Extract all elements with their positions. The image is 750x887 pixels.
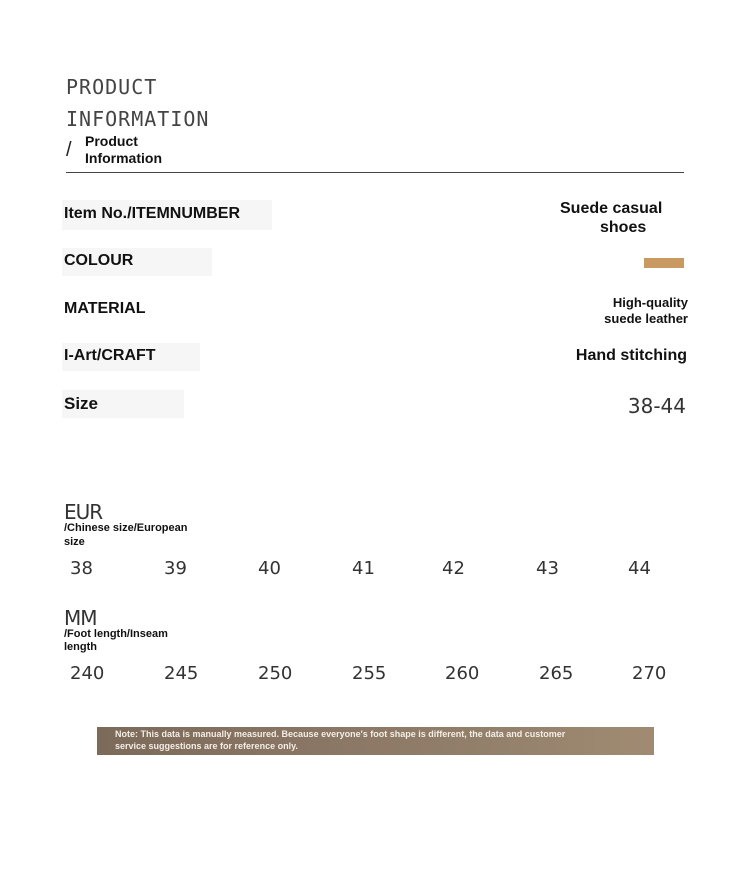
subtitle-line1: Product: [85, 133, 138, 149]
colour-label: COLOUR: [64, 252, 134, 269]
colour-swatch: [644, 258, 684, 268]
title-line1: PRODUCT: [66, 75, 158, 99]
mm-length-cell: 250: [258, 663, 293, 684]
material-value-line1: High-quality: [612, 295, 688, 310]
craft-label: I-Art/CRAFT: [64, 347, 156, 364]
eur-size-cell: 44: [628, 558, 651, 579]
eur-unit: EUR: [64, 500, 103, 524]
mm-desc-line1: /Foot length/Inseam: [64, 628, 168, 640]
title-slash: /: [66, 139, 72, 161]
mm-unit: MM: [64, 606, 97, 630]
note-line2: service suggestions are for reference only.: [115, 741, 298, 751]
material-label: MATERIAL: [64, 300, 146, 317]
mm-length-cell: 240: [70, 663, 105, 684]
note-line1: Note: This data is manually measured. Because everyone's foot shape is different, the data and customer: [115, 729, 566, 739]
eur-size-cell: 43: [536, 558, 559, 579]
item-value-line2: shoes: [600, 219, 647, 236]
mm-length-cell: 260: [445, 663, 480, 684]
eur-size-cell: 38: [70, 558, 93, 579]
size-range-value: 38-44: [627, 394, 686, 418]
eur-size-cell: 40: [258, 558, 281, 579]
eur-desc-line1: /Chinese size/European: [64, 522, 188, 534]
eur-desc-line2: size: [64, 536, 85, 548]
subtitle-line2: Information: [85, 150, 162, 166]
eur-size-cell: 41: [352, 558, 375, 579]
item-number-label: Item No./ITEMNUMBER: [64, 205, 240, 222]
eur-size-cell: 39: [164, 558, 187, 579]
title-line2: INFORMATION: [66, 107, 210, 131]
note-banner: [97, 727, 654, 755]
mm-length-cell: 245: [164, 663, 199, 684]
size-label: Size: [64, 394, 99, 413]
material-value-line2: suede leather: [604, 311, 688, 326]
mm-length-cell: 255: [352, 663, 387, 684]
mm-desc-line2: length: [64, 641, 97, 653]
craft-value: Hand stitching: [575, 347, 687, 364]
mm-length-cell: 265: [539, 663, 574, 684]
item-value-line1: Suede casual: [560, 200, 663, 217]
mm-length-cell: 270: [632, 663, 667, 684]
eur-size-cell: 42: [442, 558, 465, 579]
header-divider: [66, 172, 684, 173]
